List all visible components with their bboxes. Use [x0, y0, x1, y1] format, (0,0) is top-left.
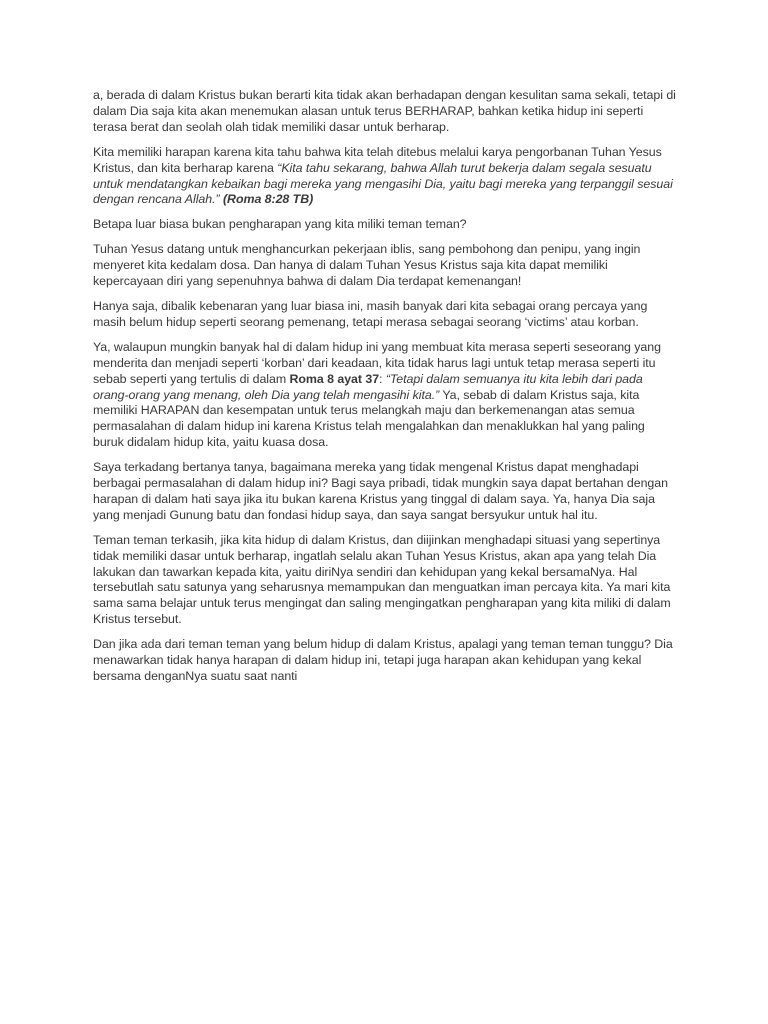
- paragraph-5: [93, 299, 678, 331]
- paragraph-4: [93, 242, 678, 290]
- paragraph-7: [93, 460, 678, 524]
- paragraph-1-text: a, berada di dalam Kristus bukan berarti kita tidak akan berhadapan dengan kesulitan sama sekali, tetapi di dalam Dia saja kita akan menemukan alasan untuk terus BERHARAP, bahkan ketika hidup ini seperti terasa berat dan seolah olah tidak memiliki dasar untuk berharap.: [93, 88, 676, 134]
- paragraph-8: [93, 533, 678, 628]
- scripture-reference-roma-8-37: Roma 8 ayat 37: [289, 371, 380, 386]
- paragraph-9-text: Dan jika ada dari teman teman yang belum hidup di dalam Kristus, apalagi yang teman teman tunggu? Dia menawarkan tidak hanya harapan di dalam hidup ini, tetapi juga harapan akan kehidupan yang kekal bersama denganNya suatu saat nanti: [93, 637, 673, 683]
- paragraph-4-text: Tuhan Yesus datang untuk menghancurkan pekerjaan iblis, sang pembohong dan penipu, yang ingin menyeret kita kedalam dosa. Dan hanya di dalam Tuhan Yesus Kristus saja kita dapat memiliki kepercayaan diri yang sepenuhnya bahwa di dalam Dia terdapat kemenangan!: [93, 242, 641, 289]
- scripture-quote-roma-8-28: “Kita tahu sekarang, bahwa Allah turut bekerja dalam segala sesuatu untuk mendatangkan kebaikan bagi mereka yang mengasihi Dia, yaitu bagi mereka yang terpanggil sesuai dengan rencana Allah.”: [93, 160, 673, 207]
- paragraph-3-text: Betapa luar biasa bukan pengharapan yang kita miliki teman teman?: [93, 217, 467, 232]
- paragraph-9: [93, 637, 678, 685]
- paragraph-8-text: Teman teman terkasih, jika kita hidup di dalam Kristus, dan diijinkan menghadapi situasi yang sepertinya tidak memiliki dasar untuk berharap, ingatlah selalu akan Tuhan Yesus Kristus, akan apa yang telah Dia lakukan dan tawarkan kepada kita, yaitu diriNya sendiri dan kehidupan yang kekal bersamaNya. Hal tersebutlah satu satunya yang seharusnya memampukan dan menguatkan iman percaya kita. Ya mari kita sama sama belajar untuk terus mengingat dan saling mengingatkan pengharapan yang kita miliki di dalam Kristus tersebut.: [93, 532, 671, 627]
- document-body: [93, 88, 678, 694]
- paragraph-1: [93, 88, 678, 136]
- scripture-reference-roma-8-28: (Roma 8:28 TB): [222, 192, 314, 207]
- paragraph-3: [93, 217, 678, 233]
- paragraph-6-colon: :: [379, 371, 386, 386]
- paragraph-6-text-a: Ya, walaupun mungkin banyak hal di dalam hidup ini yang membuat kita merasa seperti seseorang yang menderita dan menjadi seperti ‘korban’ dari keadaan, kita tidak harus lagi untuk tetap merasa seperti itu sebab seperti yang tertulis di dalam: [93, 339, 661, 386]
- paragraph-6-text-b: Ya, sebab di dalam Kristus saja, kita memiliki HARAPAN dan kesempatan untuk terus melangkah maju dan berkemenangan atas semua permasalahan di dalam hidup ini karena Kristus telah mengalahkan dan menaklukkan hal yang paling buruk didalam hidup kita, yaitu kuasa dosa.: [93, 387, 645, 450]
- paragraph-2-text: Kita memiliki harapan karena kita tahu bahwa kita telah ditebus melalui karya pengorbanan Tuhan Yesus Kristus, dan kita berharap karena: [93, 144, 662, 175]
- paragraph-5-text: Hanya saja, dibalik kebenaran yang luar biasa ini, masih banyak dari kita sebagai orang percaya yang masih belum hidup seperti seorang pemenang, tetapi merasa sebagai seorang ‘victims’ atau korban.: [93, 298, 648, 329]
- paragraph-7-text: Saya terkadang bertanya tanya, bagaimana mereka yang tidak mengenal Kristus dapat menghadapi berbagai permasalahan di dalam hidup ini? Bagi saya pribadi, tidak mungkin saya dapat bertahan dengan harapan di dalam hati saya jika itu bukan karena Kristus yang tinggal di dalam saya. Ya, hanya Dia saja yang menjadi Gunung batu dan fondasi hidup saya, dan saya sangat bersyukur untuk hal itu.: [93, 460, 668, 522]
- scripture-quote-roma-8-37: “Tetapi dalam semuanya itu kita lebih dari pada orang-orang yang menang, oleh Dia yang telah mengasihi kita.”: [93, 371, 643, 402]
- paragraph-2: [93, 145, 678, 209]
- paragraph-6: [93, 340, 678, 451]
